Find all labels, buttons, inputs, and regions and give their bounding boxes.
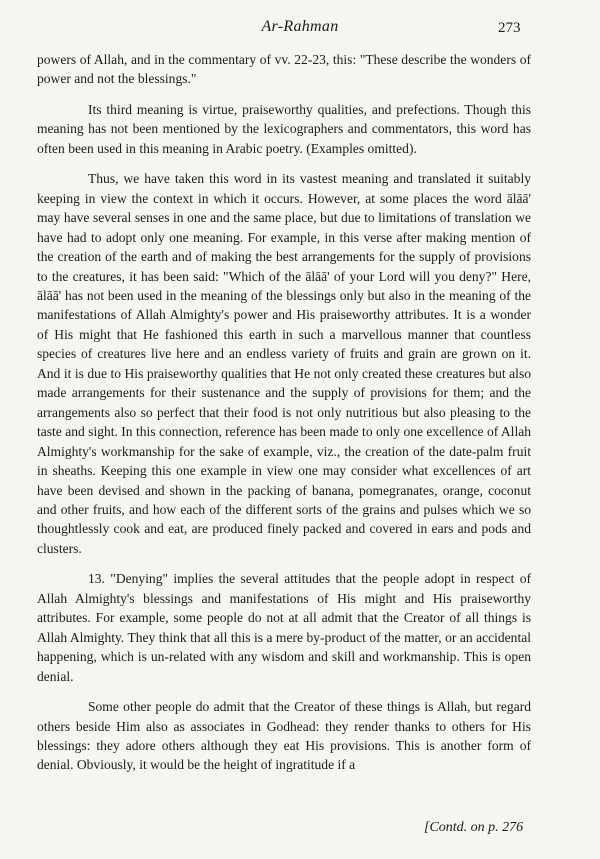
- paragraph-other-denial: Some other people do admit that the Creator of these things is Allah, but regard others beside Him also as associates in Godhead: they render thanks to others for His blessings: they adore others although they eat His provisions. This is another form of denial. Obviously, it would be the height of ingratitude if a: [37, 699, 531, 773]
- paragraph-translation-note: Thus, we have taken this word in its vastest meaning and translated it suitably keeping in view the context in which it occurs. However, at some places the word ālāā' may have several senses in one and the same place, but due to limitations of translation we have had to adopt only one meaning. For example, in this verse after making mention of the creation of the earth and of making the best arrangements for the supply of provisions to the creatures, it has been said: "Which of the ālāā' of your Lord will you deny?" Here, ālāā' has not been used in the meaning of the blessings only but also in the meaning of the manifestations of Allah Almighty's power and His praiseworthy attributes. It is a wonder of His might that He fashioned this earth in such a marvellous manner that countless species of creatures live here and an endless variety of fruits and grain are grown on it. And it is due to His praiseworthy qualities that He not only created these creatures but also made arrangements for their sustenance and the supply of provisions for them; and the arrangements also so perfect that their food is not only nutritious but also pleasing to the taste and sight. In this connection, reference has been made to only one excellence of Allah Almighty's workmanship for the sake of example, viz., the creation of the date-palm fruit in sheaths. Keeping this one example in view one may consider what excellences of art have been devised and shown in the packing of banana, pomegranates, orange, coconut and other fruits, and how each of the different sorts of the grains and pulses which we so thoughtlessly cook and eat, are produced finely packed and covered in ears and pods and clusters.: [37, 171, 531, 556]
- paragraph-note-13: 13. "Denying" implies the several attitudes that the people adopt in respect of Allah Almighty's blessings and manifestations of His might and His praiseworthy attributes. For example, some people do not at all admit that the Creator of all things is Allah Almighty. They think that all this is a mere by-product of the matter, or an accidental happening, which is un-related with any wisdom and skill and workmanship. This is open denial.: [37, 571, 531, 684]
- body-text: [37, 50, 531, 775]
- continued-note: [Contd. on p. 276: [424, 820, 524, 835]
- paragraph-third-meaning: Its third meaning is virtue, praiseworthy qualities, and prefections. Though this meaning has not been mentioned by the lexicographers and commentators, this word has often been used in this meaning in Arabic poetry. (Examples omitted).: [37, 101, 531, 156]
- paragraph-continuation: powers of Allah, and in the commentary of vv. 22-23, this: "These describe the wonders of power and not the blessings.": [37, 52, 531, 87]
- page-number: 273: [498, 20, 521, 36]
- running-header-title: Ar-Rahman: [261, 18, 339, 35]
